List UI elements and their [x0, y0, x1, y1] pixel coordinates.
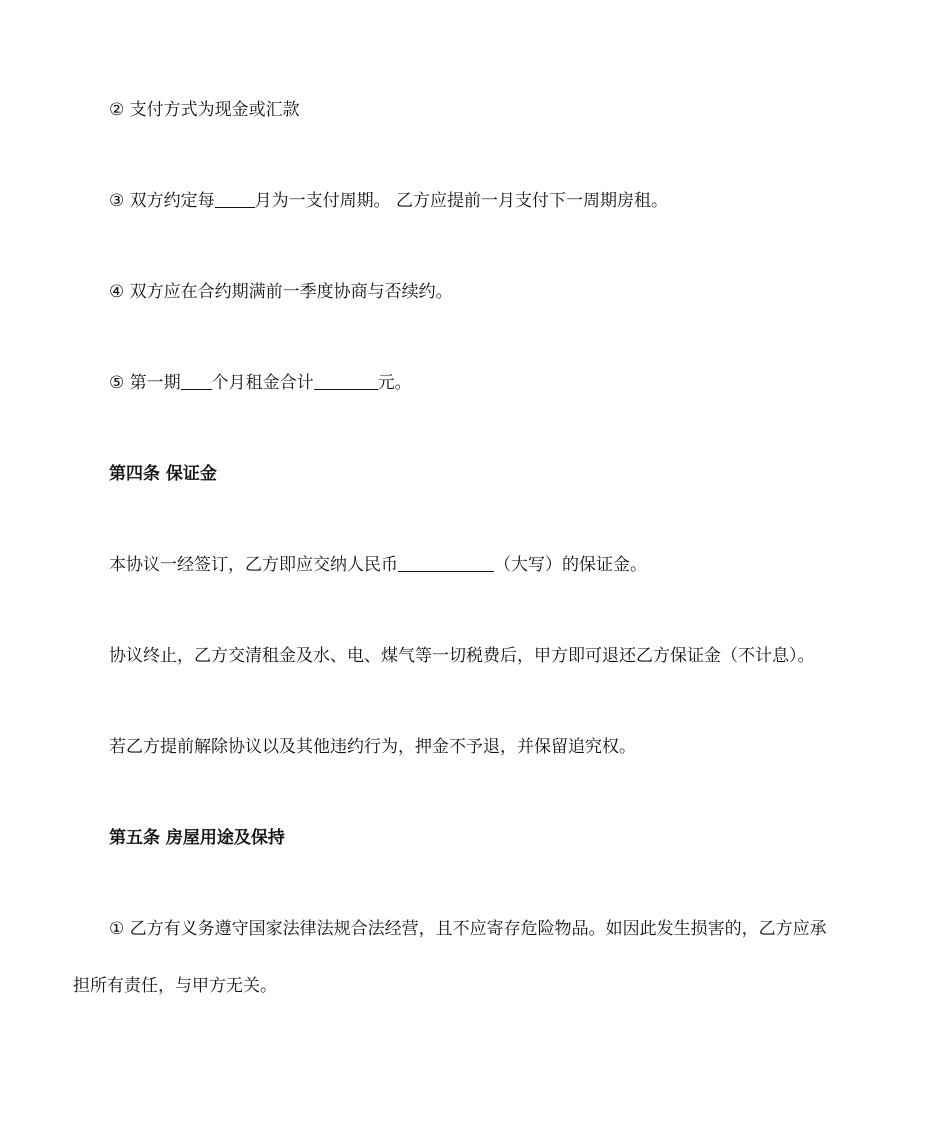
clause4-para1-suffix: （大写）的保证金。 — [494, 555, 647, 575]
clause3-item5-suffix: 元。 — [377, 373, 412, 393]
clause5-heading-text: 第五条 房屋用途及保持 — [109, 828, 285, 848]
clause3-item3 — [0, 190, 950, 212]
blank-field-period-months — [215, 191, 255, 208]
clause3-item5 — [0, 372, 950, 394]
clause4-para2 — [0, 645, 950, 667]
clause4-para3-text: 若乙方提前解除协议以及其他违约行为，押金不予退，并保留追究权。 — [109, 737, 636, 757]
clause3-item5-middle: 个月租金合计 — [211, 373, 314, 393]
clause4-heading-text: 第四条 保证金 — [109, 464, 217, 484]
clause4-para2-text: 协议终止，乙方交清租金及水、电、煤气等一切税费后，甲方即可退还乙方保证金（不计息）。 — [109, 646, 815, 666]
clause5-item1-line2 — [0, 975, 950, 997]
blank-field-rent-total — [314, 373, 378, 390]
clause5-heading — [0, 827, 950, 849]
clause5-item1-line1-text: ① 乙方有义务遵守国家法律法规合法经营，且不应寄存危险物品。如因此发生损害的，乙方应承 — [109, 919, 827, 939]
clause3-item3-prefix: ③ 双方约定每 — [109, 191, 215, 211]
clause3-item4 — [0, 281, 950, 303]
blank-field-deposit-amount — [398, 555, 494, 572]
clause5-item1-line1 — [0, 918, 950, 940]
clause4-para1 — [0, 554, 950, 576]
blank-field-first-period-months — [181, 373, 212, 390]
clause5-item1-line2-text: 担所有责任，与甲方无关。 — [73, 976, 277, 996]
clause3-item4-text: ④ 双方应在合约期满前一季度协商与否续约。 — [109, 282, 453, 302]
clause3-item5-prefix: ⑤ 第一期 — [109, 373, 181, 393]
clause4-heading — [0, 463, 950, 485]
clause3-item2 — [0, 99, 950, 121]
clause3-item3-suffix: 月为一支付周期。 乙方应提前一月支付下一周期房租。 — [254, 191, 669, 211]
clause4-para1-prefix: 本协议一经签订，乙方即应交纳人民币 — [109, 555, 398, 575]
clause4-para3 — [0, 736, 950, 758]
clause3-item2-text: ② 支付方式为现金或汇款 — [109, 100, 300, 120]
